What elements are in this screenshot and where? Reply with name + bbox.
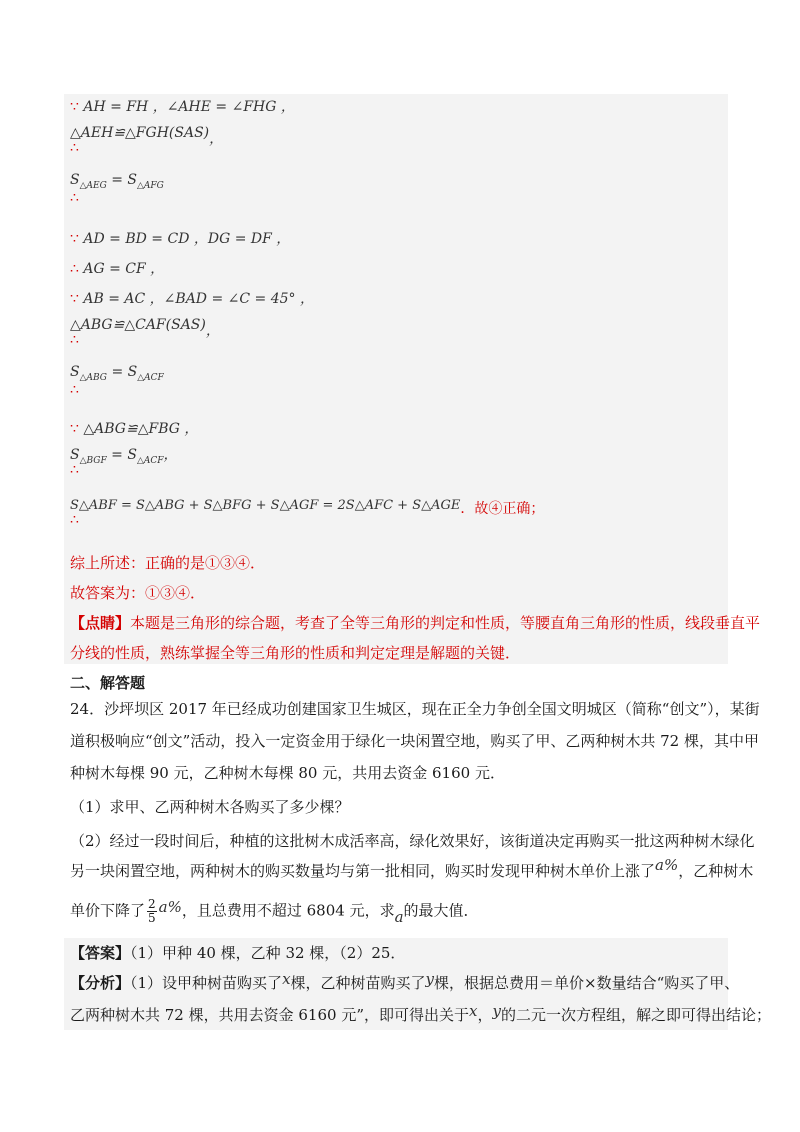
text: 的最大值． [403, 901, 479, 920]
area-symbol: S [70, 364, 80, 380]
text: 另一块闲置空地，两种树木的购买数量均与第一批相同，购买时发现甲种树木单价上涨了 [70, 862, 656, 880]
proof-line-11 [70, 498, 545, 528]
subscript: △ABG [79, 373, 107, 383]
comment-line-2: 分线的性质，熟练掌握全等三角形的性质和判定定理是解题的关键． [70, 644, 521, 662]
answer-tag: 【答案】 [70, 944, 131, 962]
text: 单价下降了 [70, 901, 146, 920]
because-symbol: ∵ [70, 99, 79, 115]
proof-line-6 [70, 288, 314, 308]
proof-line-2 [70, 125, 224, 156]
summary-text: 综上所述：正确的是①③④． [70, 554, 266, 572]
problem-line-3: 种树木每棵 90 元，乙种树木每棵 80 元，共用去资金 6160 元． [70, 764, 505, 782]
proof-line-4 [70, 228, 290, 248]
because-symbol: ∵ [70, 231, 79, 247]
math-var: y [492, 1002, 501, 1020]
math-var: a [394, 907, 404, 926]
text: ，乙种树木 [678, 862, 754, 880]
math-var: a% [655, 856, 679, 874]
conclusion-text: ．故④正确； [460, 501, 545, 517]
therefore-symbol: ∴ [70, 512, 79, 528]
therefore-symbol: ∴ [70, 261, 79, 277]
proof-line-10 [70, 447, 178, 478]
math-var: a% [158, 897, 182, 916]
math-expression: S△ABF = S△ABG + S△BFG + S△AGF = 2S△AFC + S△AGE [70, 498, 461, 513]
fraction-denominator: 5 [148, 911, 156, 925]
math-var: x [282, 970, 291, 988]
text: （1）设甲种树苗购买了 [130, 974, 283, 992]
answer-text: 故答案为：①③④． [70, 584, 206, 602]
answer-text: （1）甲种 40 棵，乙种 32 棵，（2）25． [130, 944, 406, 962]
comma: ， [163, 447, 178, 463]
analysis-line-2 [70, 1002, 771, 1025]
because-symbol: ∵ [70, 291, 79, 307]
section-title: 二、解答题 [70, 674, 146, 692]
analysis-line-1 [70, 970, 740, 993]
math-expression: AB = AC ，∠BAD = ∠C = 45° ， [83, 291, 314, 307]
text: 棵，根据总费用＝单价×数量结合“购买了甲、 [434, 974, 740, 992]
math-expression: AD = BD = CD ，DG = DF ， [83, 231, 291, 247]
equals-s: = S [107, 364, 138, 380]
therefore-symbol: ∴ [70, 332, 79, 348]
fraction-numerator: 2 [148, 897, 156, 911]
analysis-tag: 【分析】 [70, 974, 131, 992]
text: 棵，乙种树苗购买了 [290, 974, 426, 992]
comma: ， [209, 131, 224, 147]
proof-line-1 [70, 96, 295, 116]
proof-line-9 [70, 418, 198, 438]
math-expression: △ABG≌△CAF(SAS) [70, 317, 206, 333]
text: 乙两种树木共 72 棵，共用去资金 6160 元”，即可得出关于 [70, 1006, 470, 1024]
therefore-symbol: ∴ [70, 140, 79, 156]
proof-line-8 [70, 364, 164, 398]
question-2-line-3 [70, 898, 730, 925]
answer-line [70, 942, 730, 963]
equals-s: = S [106, 447, 137, 463]
math-expression: △AEH≌△FGH(SAS) [70, 125, 210, 141]
proof-line-7 [70, 317, 220, 348]
text: 的二元一次方程组，解之即可得出结论； [500, 1006, 771, 1024]
comment-text: 本题是三角形的综合题，考查了全等三角形的判定和性质，等腰直角三角形的性质，线段垂直平 [130, 614, 761, 632]
text: ，且总费用不超过 6804 元，求 [181, 901, 395, 920]
area-symbol: S [70, 447, 80, 463]
equals-s: = S [106, 172, 138, 188]
area-symbol: S [70, 172, 80, 188]
math-var: x [469, 1002, 478, 1020]
subscript: △ACF [137, 373, 164, 383]
math-expression: △ABG≌△FBG ， [83, 421, 199, 437]
question-2-line-2 [70, 856, 754, 881]
math-var: y [425, 970, 435, 988]
problem-line-1: 24．沙坪坝区 2017 年已经成功创建国家卫生城区，现在正全力争创全国文明城区（简称“创文”），某街 [70, 700, 760, 718]
question-2-line-1: （2）经过一段时间后，种植的这批树木成活率高，绿化效果好，该街道决定再购买一批这两种树木绿化 [70, 832, 755, 850]
subscript: △AFG [137, 181, 164, 191]
proof-line-3 [70, 172, 164, 206]
subscript: △ACF [136, 456, 164, 466]
therefore-symbol: ∴ [70, 462, 79, 478]
fraction [147, 898, 157, 925]
question-1: （1）求甲、乙两种树木各购买了多少棵？ [70, 798, 350, 816]
subscript: △BGF [79, 456, 107, 466]
text: ， [477, 1006, 493, 1024]
because-symbol: ∵ [70, 421, 79, 437]
therefore-symbol: ∴ [70, 190, 79, 206]
comment-tag: 【点睛】 [70, 614, 131, 632]
therefore-symbol: ∴ [70, 382, 79, 398]
comment-line-1 [70, 612, 760, 633]
problem-line-2: 道积极响应“创文”活动，投入一定资金用于绿化一块闲置空地，购买了甲、乙两种树木共 72 棵，其中甲 [70, 732, 759, 750]
math-expression: AG = CF ， [83, 261, 165, 277]
math-expression: AH = FH ，∠AHE = ∠FHG ， [83, 99, 295, 115]
proof-line-5 [70, 258, 164, 278]
comma: ， [205, 323, 220, 339]
subscript: △AEG [79, 181, 107, 191]
